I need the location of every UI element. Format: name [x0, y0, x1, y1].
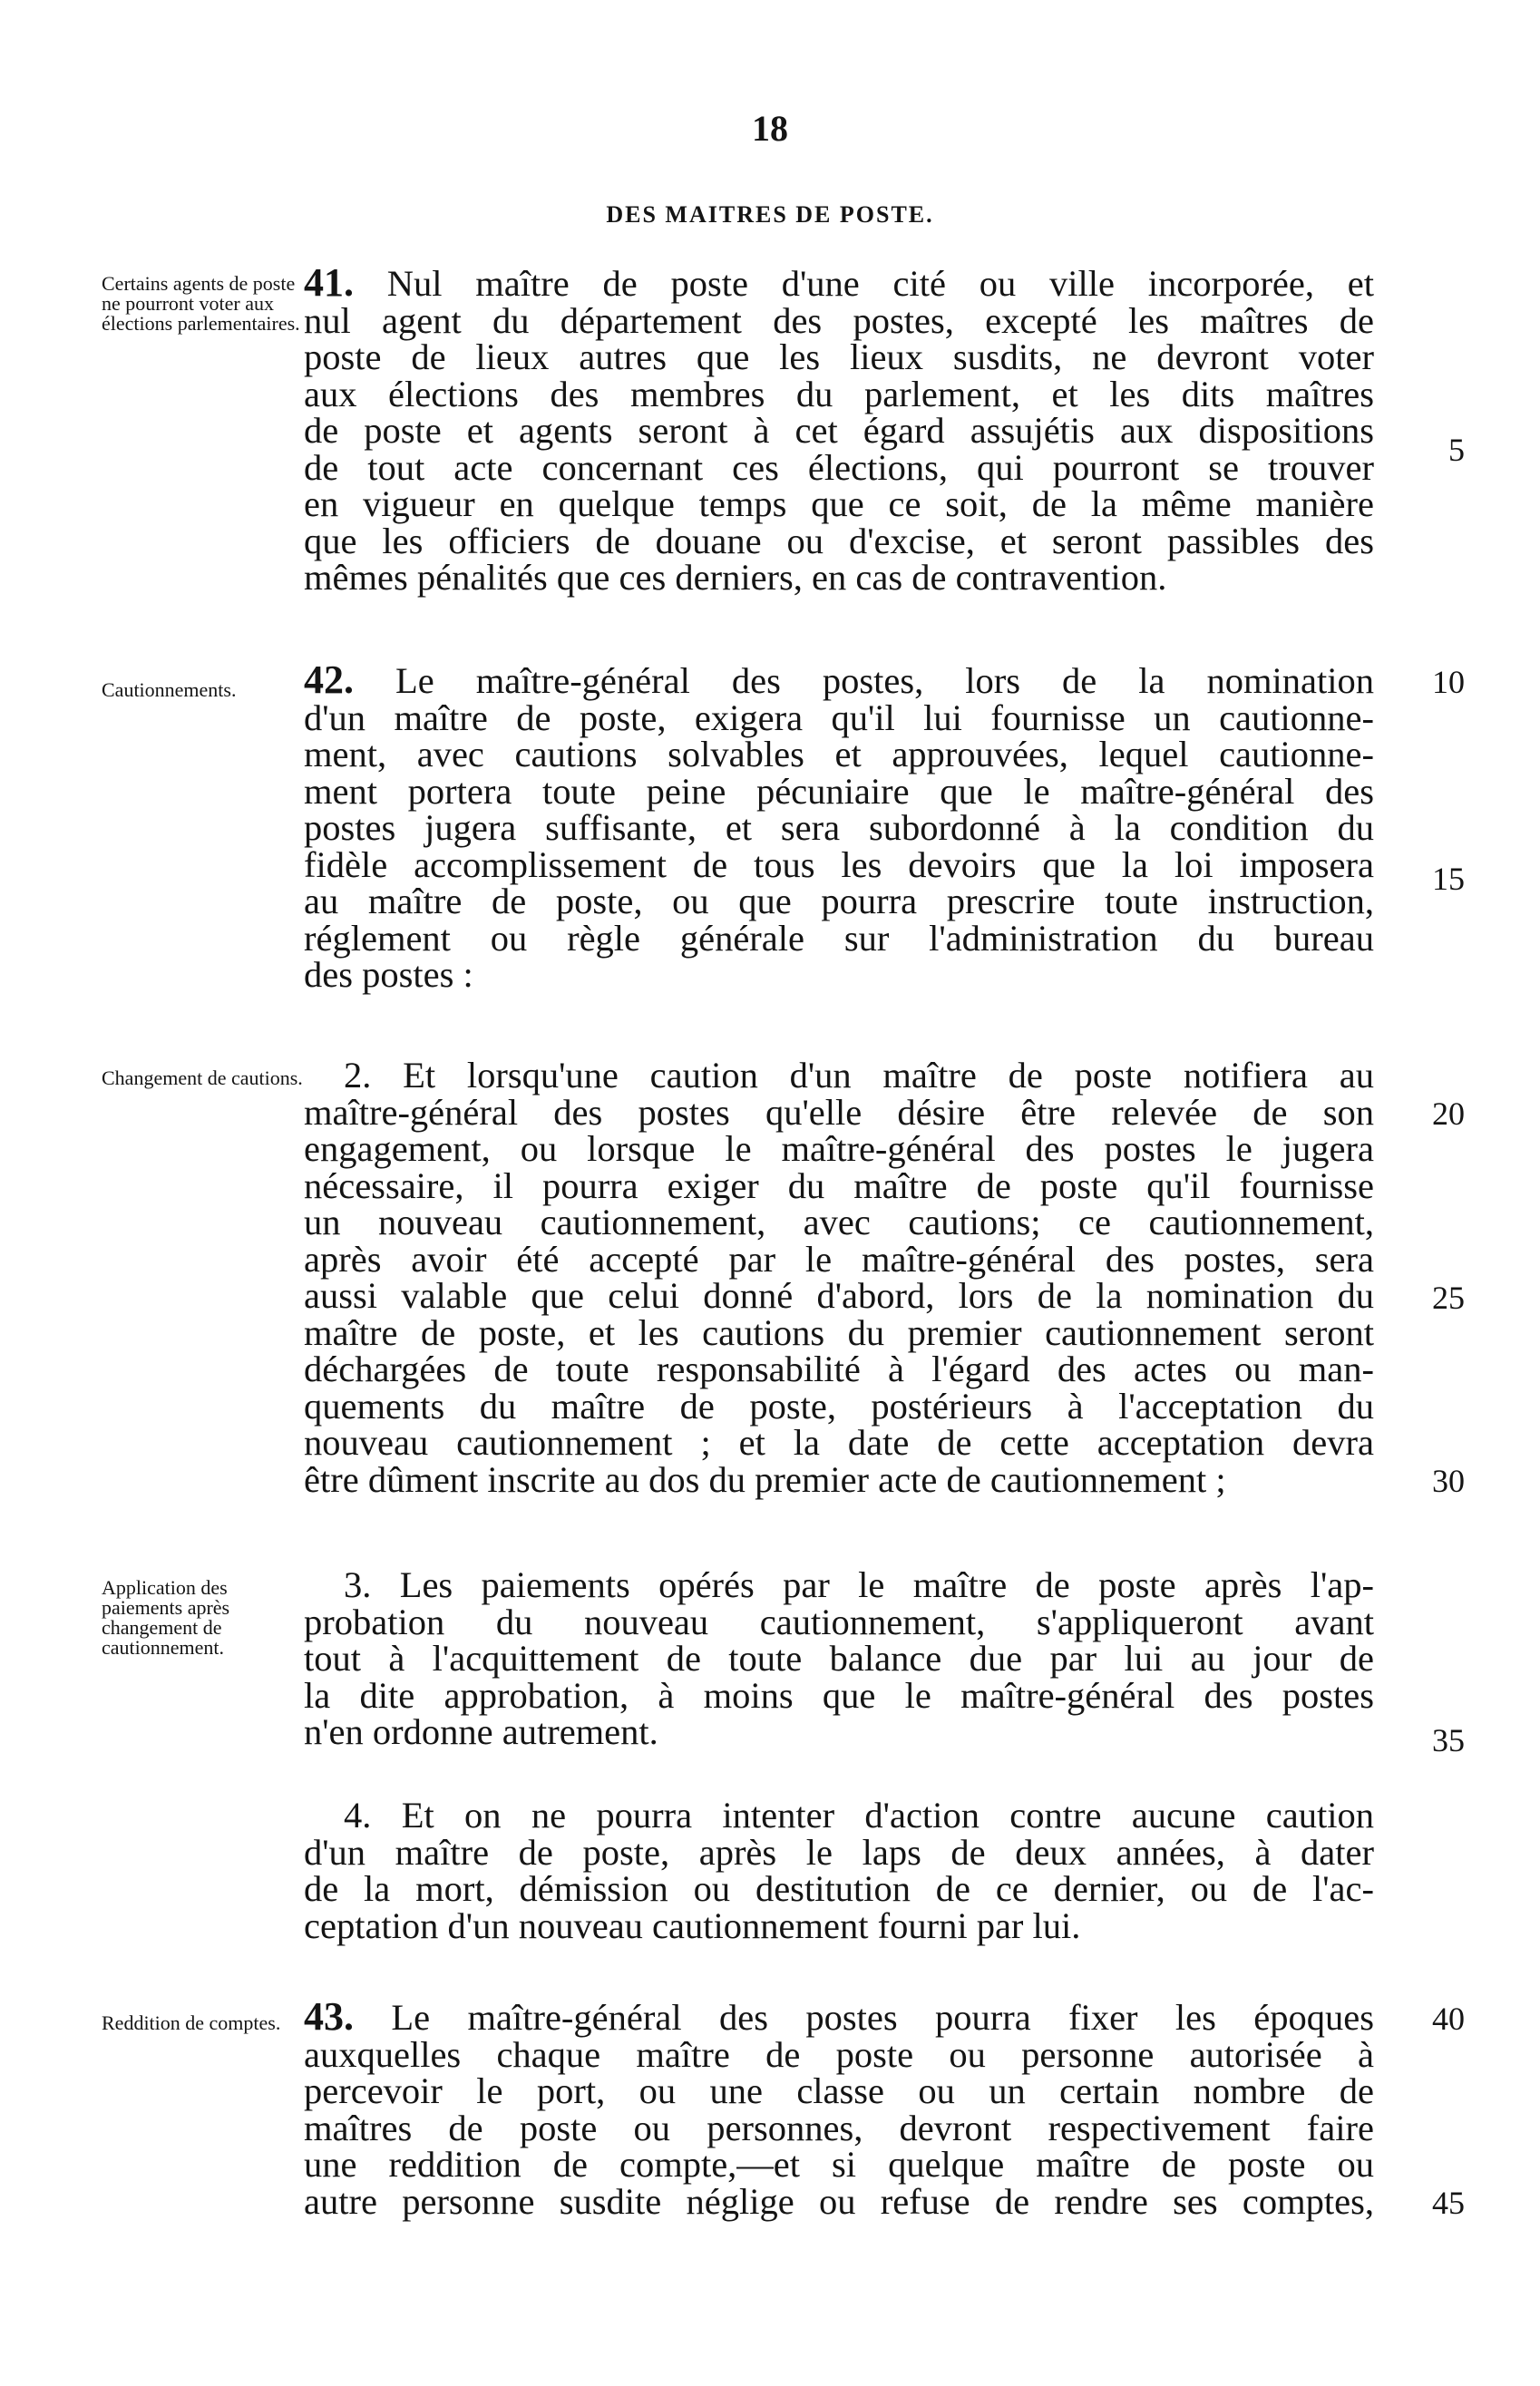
text-line: quements du maître de poste, postérieurs à l'acceptation du [304, 1385, 1374, 1427]
text-line: autre personne susdite néglige ou refuse de rendre ses comptes, [304, 2180, 1374, 2222]
text-line: d'un maître de poste, exigera qu'il lui fournisse un cautionne- [304, 696, 1374, 738]
text-line: maître de poste, et les cautions du premier cautionnement seront [304, 1311, 1374, 1353]
text-line: engagement, ou lorsque le maître-général des postes le jugera [304, 1128, 1374, 1169]
text-line: de tout acte concernant ces élections, qui pourront se trouver [304, 446, 1374, 488]
section-number: 43. [304, 1994, 354, 2039]
text-line: ment portera toute peine pécuniaire que le maître-général des [304, 770, 1374, 812]
line-number: 20 [1432, 1096, 1465, 1132]
line-number: 5 [1448, 432, 1465, 468]
text-line: 43. Le maître-général des postes pourra fixer les époques [304, 1994, 1375, 2039]
text-line: poste de lieux autres que les lieux susdits, ne devront voter [304, 336, 1374, 377]
text-line: fidèle accomplissement de tous les devoirs que la loi imposera [304, 843, 1374, 885]
text-line: tout à l'acquittement de toute balance due par lui au jour de [304, 1638, 1374, 1679]
text-line: des postes : [304, 954, 473, 995]
text-line: une reddition de compte,—et si quelque maître de poste ou [304, 2144, 1374, 2185]
text-line: la dite approbation, à moins que le maître-général des postes [304, 1674, 1374, 1716]
text-line: n'en ordonne autrement. [304, 1711, 658, 1752]
text-line: nécessaire, il pourra exiger du maître de poste qu'il fournisse [304, 1164, 1374, 1206]
text-line: être dûment inscrite au dos du premier acte de cautionnement ; [304, 1458, 1226, 1500]
text-line: mêmes pénalités que ces derniers, en cas de contravention. [304, 557, 1167, 598]
text-line: réglement ou règle générale sur l'administration du bureau [304, 917, 1374, 959]
section-number: 42. [304, 657, 354, 702]
text-line: percevoir le port, ou une classe ou un certain nombre de [304, 2070, 1374, 2111]
text-line: ceptation d'un nouveau cautionnement fourni par lui. [304, 1904, 1081, 1946]
section-42-paragraph-3 [304, 1564, 1374, 1752]
marginal-note-changement: Changement de cautions. [102, 1066, 303, 1089]
text-line: en vigueur en quelque temps que ce soit, de la même manière [304, 483, 1374, 524]
text-line: postes jugera suffisante, et sera subordonné à la condition du [304, 807, 1374, 848]
text-line: 42. Le maître-général des postes, lors de la nomination [304, 657, 1374, 702]
text-line: déchargées de toute responsabilité à l'égard des actes ou man- [304, 1349, 1374, 1389]
line-number: 15 [1432, 861, 1465, 897]
text-line: 41. Nul maître de poste d'une cité ou ville incorporée, et [304, 260, 1374, 305]
text-line: au maître de poste, ou que pourra prescrire toute instruction, [304, 881, 1374, 921]
text-line: nouveau cautionnement ; et la date de cette acceptation devra [304, 1422, 1374, 1463]
marginal-note-cautionnements: Cautionnements. [102, 678, 237, 701]
text-line: aussi valable que celui donné d'abord, lors de la nomination du [304, 1275, 1374, 1316]
marginal-note-reddition: Reddition de comptes. [102, 2011, 281, 2034]
text-line: 3. Les paiements opérés par le maître de poste après l'ap- [344, 1564, 1374, 1605]
section-43 [304, 1994, 1375, 2222]
text-line: d'un maître de poste, après le laps de deux années, à dater [304, 1831, 1374, 1873]
text-line: que les officiers de douane ou d'excise, et seront passibles des [304, 520, 1374, 561]
section-42 [304, 657, 1374, 995]
text-line: ment, avec cautions solvables et approuvées, lequel cautionne- [304, 734, 1374, 774]
line-number: 35 [1432, 1722, 1465, 1758]
text-line: nul agent du département des postes, excepté les maîtres de [304, 299, 1374, 341]
text-line: auxquelles chaque maître de poste ou personne autorisée à [304, 2033, 1374, 2075]
text-line: un nouveau cautionnement, avec cautions; ce cautionnement, [304, 1202, 1374, 1242]
section-41 [304, 260, 1374, 598]
line-number: 25 [1432, 1280, 1465, 1316]
running-head: DES MAITRES DE POSTE. [606, 201, 934, 228]
section-number: 41. [304, 260, 354, 305]
marginal-note-application: Application des paiements après changement de cautionnement. [102, 1576, 230, 1659]
text-line: probation du nouveau cautionnement, s'appliqueront avant [304, 1601, 1374, 1642]
page-number: 18 [752, 108, 788, 149]
text-line: maître-général des postes qu'elle désire être relevée de son [304, 1091, 1374, 1133]
line-number: 10 [1432, 664, 1465, 700]
line-number: 45 [1432, 2185, 1465, 2221]
text-line: de poste et agents seront à cet égard assujétis aux dispositions [304, 410, 1374, 451]
text-line: 2. Et lorsqu'une caution d'un maître de poste notifiera au [344, 1055, 1374, 1096]
text-line: maîtres de poste ou personnes, devront respectivement faire [304, 2107, 1374, 2148]
section-42-paragraph-2 [304, 1057, 1374, 1498]
text-line: aux élections des membres du parlement, et les dits maîtres [304, 373, 1374, 414]
line-number: 30 [1432, 1463, 1465, 1499]
text-line: 4. Et on ne pourra intenter d'action contre aucune caution [344, 1795, 1374, 1836]
text-line: après avoir été accepté par le maître-général des postes, sera [304, 1238, 1374, 1280]
section-42-paragraph-4 [304, 1797, 1374, 1944]
text-line: de la mort, démission ou destitution de ce dernier, ou de l'ac- [304, 1868, 1374, 1909]
line-number: 40 [1432, 2001, 1465, 2037]
marginal-note-voting: Certains agents de poste ne pourront voter aux élections parlementaires. [102, 272, 300, 335]
